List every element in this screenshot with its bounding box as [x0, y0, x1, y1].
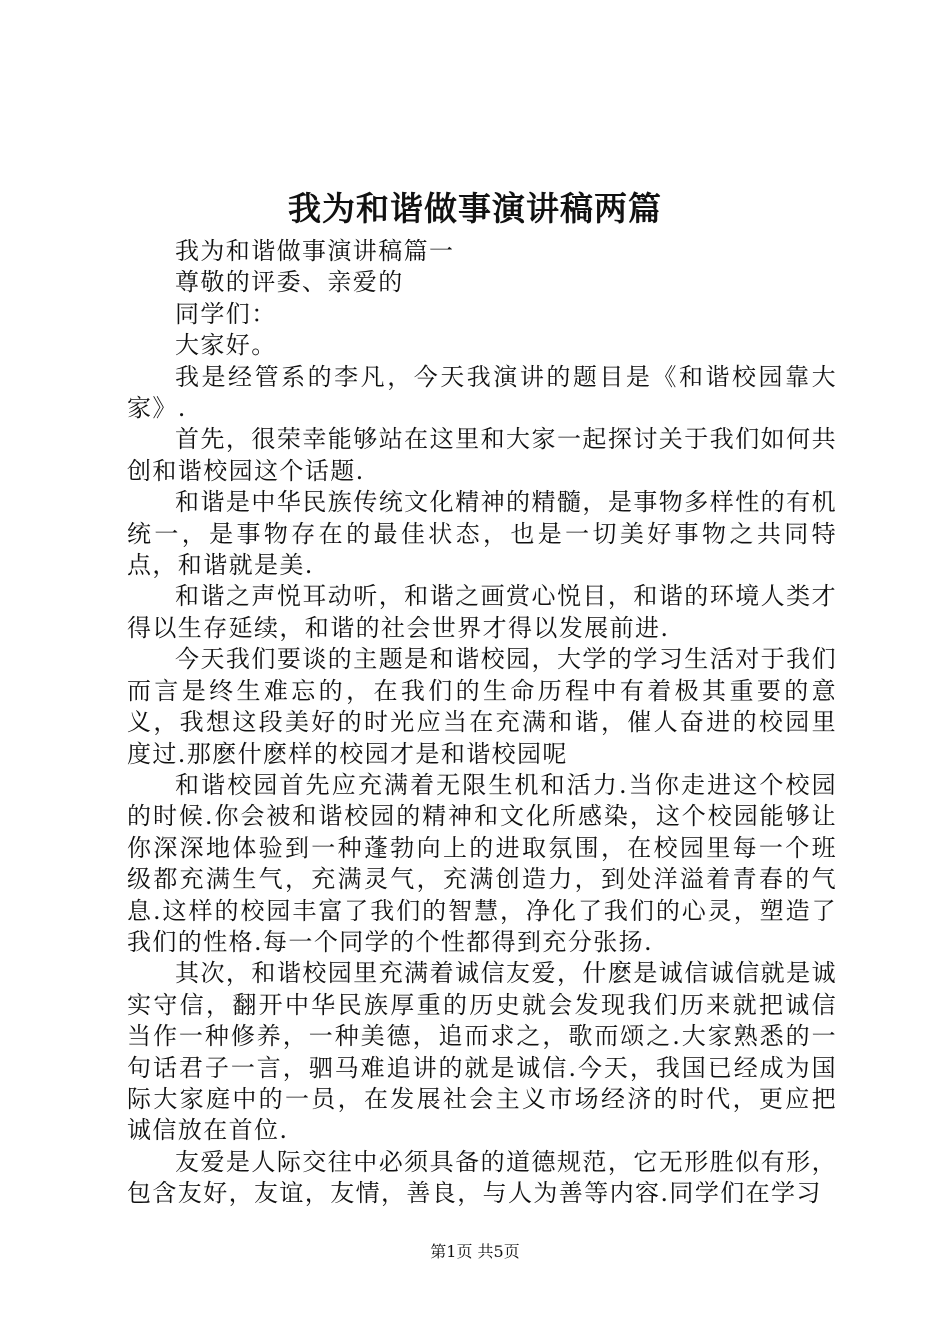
- paragraph: 大家好。: [175, 331, 277, 360]
- paragraph: 和谐之声悦耳动听，和谐之画赏心悦目，和谐的环境人类才得以生存延续，和谐的社会世界才得以发展前进.: [127, 582, 837, 642]
- paragraph: 首先，很荣幸能够站在这里和大家一起探讨关于我们如何共创和谐校园这个话题.: [127, 425, 837, 485]
- paragraph: 友爱是人际交往中必须具备的道德规范，它无形胜似有形，包含友好，友谊，友情，善良，与人为善等内容.同学们在学习: [127, 1147, 837, 1208]
- page-footer: 第1页 共5页: [430, 1242, 520, 1261]
- document-title: 我为和谐做事演讲稿两篇: [288, 189, 662, 228]
- paragraph: 尊敬的评委、亲爱的: [175, 268, 404, 297]
- document-body: [127, 236, 837, 1210]
- paragraph: 今天我们要谈的主题是和谐校园，大学的学习生活对于我们而言是终生难忘的，在我们的生命历程中有着极其重要的意义，我想这段美好的时光应当在充满和谐，催人奋进的校园里度过.那麽什麽样的校园才是和谐校园呢: [127, 645, 837, 768]
- paragraph: 其次，和谐校园里充满着诚信友爱，什麽是诚信诚信就是诚实守信，翻开中华民族厚重的历史就会发现我们历来就把诚信当作一种修养，一种美德，追而求之，歌而颂之.大家熟悉的一句话君子一言，驷马难追讲的就是诚信.今天，我国已经成为国际大家庭中的一员，在发展社会主义市场经济的时代，更应把诚信放在首位.: [127, 959, 837, 1145]
- paragraph: 和谐校园首先应充满着无限生机和活力.当你走进这个校园的时候.你会被和谐校园的精神和文化所感染，这个校园能够让你深深地体验到一种蓬勃向上的进取氛围，在校园里每一个班级都充满生气，充满灵气，充满创造力，到处洋溢着青春的气息.这样的校园丰富了我们的智慧，净化了我们的心灵，塑造了我们的性格.每一个同学的个性都得到充分张扬.: [127, 770, 837, 956]
- paragraph: 我是经管系的李凡，今天我演讲的题目是《和谐校园靠大家》.: [127, 362, 837, 423]
- paragraph: 和谐是中华民族传统文化精神的精髓，是事物多样性的有机统一，是事物存在的最佳状态，也是一切美好事物之共同特点，和谐就是美.: [127, 488, 837, 580]
- paragraph: 同学们：: [175, 299, 277, 328]
- paragraph: 我为和谐做事演讲稿篇一: [175, 237, 455, 265]
